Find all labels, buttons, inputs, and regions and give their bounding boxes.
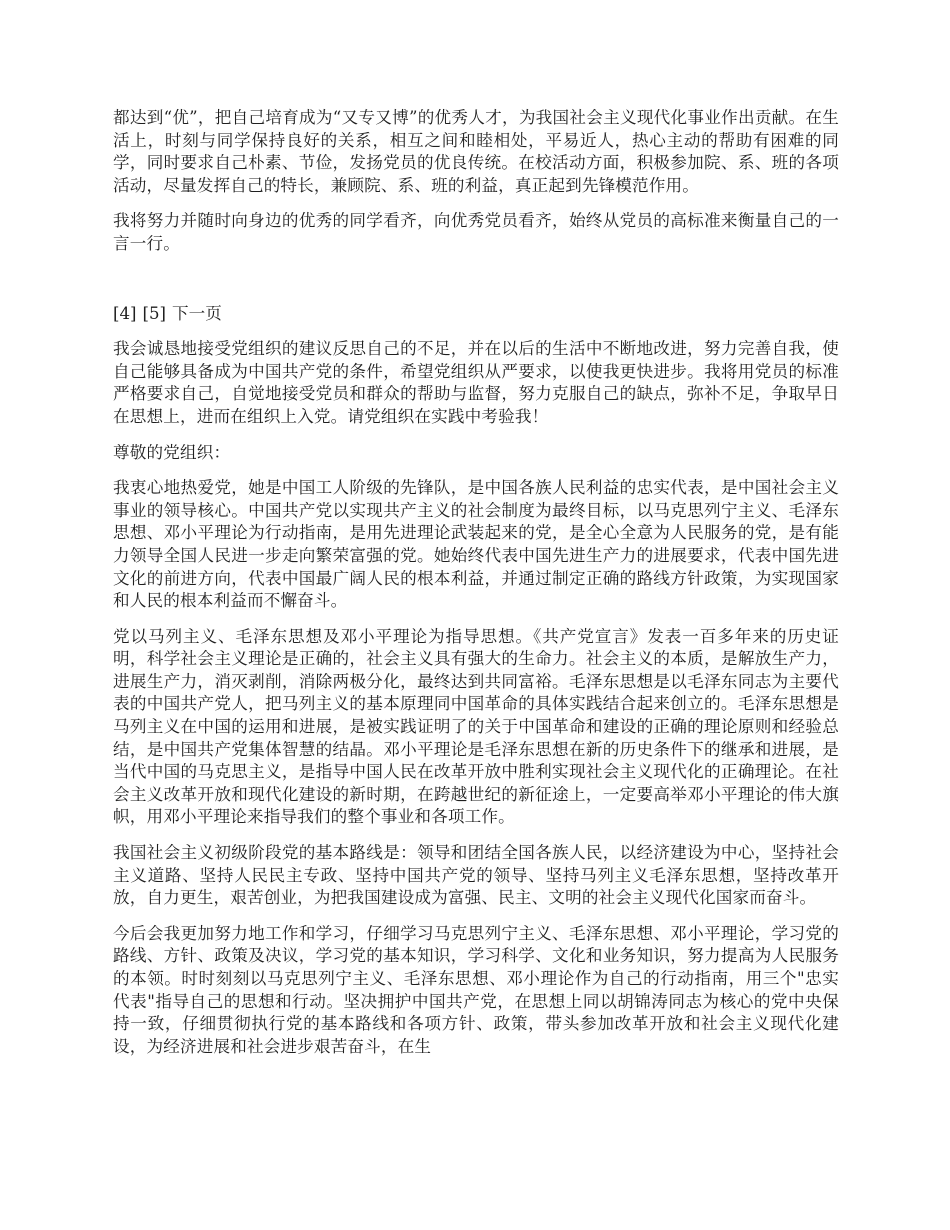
paragraph-future-effort: 今后会我更加努力地工作和学习，仔细学习马克思列宁主义、毛泽东思想、邓小平理论，学习党的路线、方针、政策及决议，学习党的基本知识，学习科学、文化和业务知识，努力提高为人民服务的本领。时时刻刻以马克思列宁主义、毛泽东思想、邓小理论作为自己的行动指南，用三个"忠实代表"指导自己的思想和行动。坚决拥护中国共产党，在思想上同以胡锦涛同志为核心的党中央保持一致，仔细贯彻执行党的基本路线和各项方针、政策，带头参加改革开放和社会主义现代化建设，为经济进展和社会进步艰苦奋斗，在生: [113, 923, 839, 1056]
paragraph-guiding-thought: 党以马列主义、毛泽东思想及邓小平理论为指导思想。《共产党宣言》发表一百多年来的历史证明，科学社会主义理论是正确的，社会主义具有强大的生命力。社会主义的本质，是解放生产力，进展生产力，消灭剥削，消除两极分化，最终达到共同富裕。毛泽东思想是以毛泽东同志为主要代表的中国共产党人，把马列主义的基本原理同中国革命的具体实践结合起来创立的。毛泽东思想是马列主义在中国的运用和进展，是被实践证明了的关于中国革命和建设的正确的理论原则和经验总结，是中国共产党集体智慧的结晶。邓小平理论是毛泽东思想在新的历史条件下的继承和进展，是当代中国的马克思主义，是指导中国人民在改革开放中胜利实现社会主义现代化的正确理论。在社会主义改革开放和现代化建设的新时期，在跨越世纪的新征途上，一定要高举邓小平理论的伟大旗帜，用邓小平理论来指导我们的整个事业和各项工作。: [113, 626, 839, 827]
document-body: [113, 107, 839, 1071]
section-spacer: [113, 269, 839, 303]
paragraph-basic-line: 我国社会主义初级阶段党的基本路线是：领导和团结全国各族人民，以经济建设为中心，坚持社会主义道路、坚持人民民主专政、坚持中国共产党的领导、坚持马列主义毛泽东思想，坚持改革开放，自力更生，艰苦创业，为把我国建设成为富强、民主、文明的社会主义现代化国家而奋斗。: [113, 843, 839, 908]
paragraph-study-life: 都达到“优”，把自己培育成为“又专又博”的优秀人才，为我国社会主义现代化事业作出贡献。在生活上，时刻与同学保持良好的关系，相互之间和睦相处，平易近人，热心主动的帮助有困难的同学，同时要求自己朴素、节俭，发扬党员的优良传统。在校活动方面，积极参加院、系、班的各项活动，尽量发挥自己的特长，兼顾院、系、班的利益，真正起到先锋模范作用。: [113, 108, 839, 195]
pagination: [113, 303, 839, 326]
next-page-link[interactable]: 下一页: [172, 303, 222, 323]
salutation: 尊敬的党组织：: [113, 442, 231, 462]
paragraph-love-party: 我衷心地热爱党，她是中国工人阶级的先锋队，是中国各族人民利益的忠实代表，是中国社会主义事业的领导核心。中国共产党以实现共产主义的社会制度为最终目标，以马克思列宁主义、毛泽东思想、邓小平理论为行动指南，是用先进理论武装起来的党，是全心全意为人民服务的党，是有能力领导全国人民进一步走向繁荣富强的党。她始终代表中国先进生产力的进展要求，代表中国先进文化的前进方向，代表中国最广阔人民的根本利益，并通过制定正确的路线方针政策，为实现国家和人民的根本利益而不懈奋斗。: [113, 478, 839, 611]
page-link-5[interactable]: [5]: [142, 303, 167, 323]
paragraph-accept-advice: 我会诚恳地接受党组织的建议反思自己的不足，并在以后的生活中不断地改进，努力完善自我，使自己能够具备成为中国共产党的条件，希望党组织从严要求，以使我更快进步。我将用党员的标准严格要求自己，自觉地接受党员和群众的帮助与监督，努力克服自己的缺点，弥补不足，争取早日在思想上，进而在组织上入党。请党组织在实践中考验我！: [113, 339, 839, 426]
page-link-4[interactable]: [4]: [113, 303, 137, 323]
paragraph-follow-example: 我将努力并随时向身边的优秀的同学看齐，向优秀党员看齐，始终从党员的高标准来衡量自己的一言一行。: [113, 211, 839, 253]
